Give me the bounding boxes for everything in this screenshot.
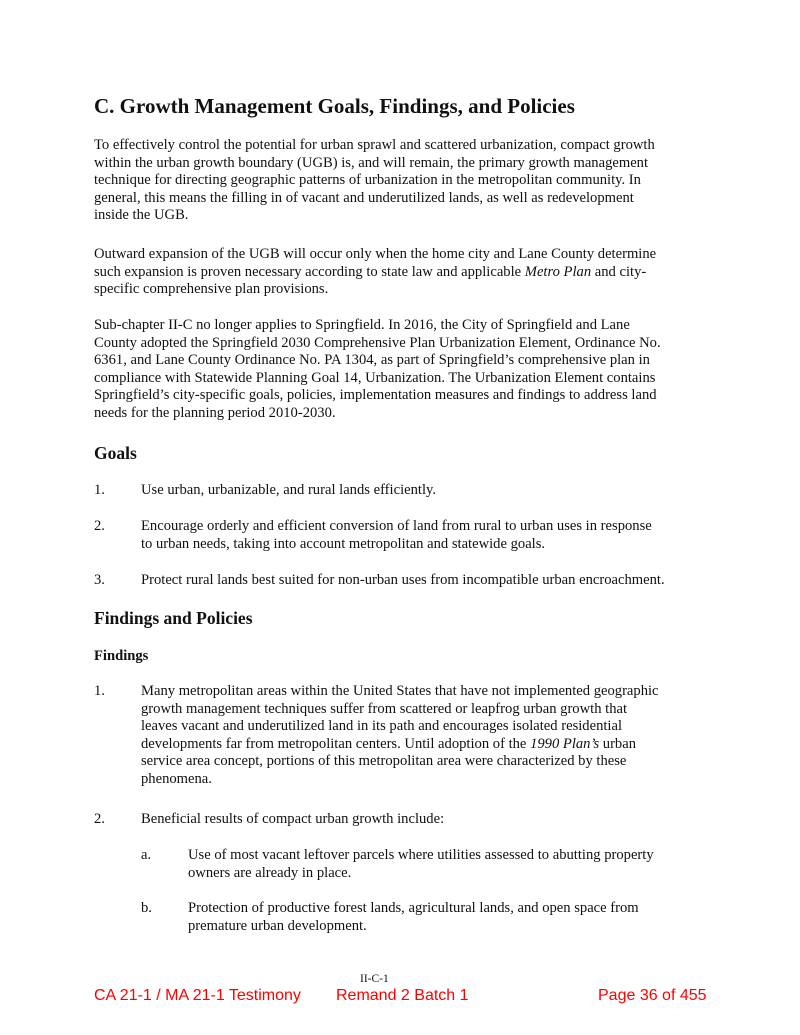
text-line: Outward expansion of the UGB will occur only when the home city and Lane County determine xyxy=(94,246,657,262)
footer-right: Page 36 of 455 xyxy=(598,987,707,1004)
text-line: Protection of productive forest lands, agricultural lands, and open space from xyxy=(188,900,639,916)
goals-heading: Goals xyxy=(94,443,137,463)
goal-item xyxy=(141,518,652,553)
list-number: 2. xyxy=(94,518,105,534)
text-line: County adopted the Springfield 2030 Comprehensive Plan Urbanization Element, Ordinance No. xyxy=(94,334,661,351)
list-number: 1. xyxy=(94,683,105,699)
text-line: Use of most vacant leftover parcels where utilities assessed to abutting property xyxy=(188,847,654,863)
text-line: growth management techniques suffer from scattered or leapfrog urban growth that xyxy=(141,700,628,717)
footer-left: CA 21-1 / MA 21-1 Testimony xyxy=(94,987,301,1004)
sub-item xyxy=(188,900,639,935)
paragraph xyxy=(94,137,714,225)
text-line: technique for directing geographic patterns of urbanization in the metropolitan community. In xyxy=(94,172,641,188)
findings-heading: Findings xyxy=(94,648,149,664)
text-line: to urban needs, taking into account metropolitan and statewide goals. xyxy=(141,535,546,552)
footer-center: Remand 2 Batch 1 xyxy=(336,987,469,1004)
paragraph xyxy=(94,246,714,299)
text-line: Use urban, urbanizable, and rural lands efficiently. xyxy=(141,482,437,498)
sub-item xyxy=(188,847,654,882)
text-line: needs for the planning period 2010-2030. xyxy=(94,404,336,421)
findings-policies-heading: Findings and Policies xyxy=(94,608,253,628)
text-line: owners are already in place. xyxy=(188,864,352,881)
text-line: service area concept, portions of this metropolitan area were characterized by these xyxy=(141,753,627,769)
finding-item xyxy=(141,683,659,788)
text-line: developments far from metropolitan centers. Until adoption of the 1990 Plan’s urban xyxy=(141,735,637,752)
text-line: Protect rural lands best suited for non-urban uses from incompatible urban encroachment. xyxy=(141,572,665,588)
text-line: To effectively control the potential for urban sprawl and scattered urbanization, compact growth xyxy=(94,137,655,153)
text-line: 6361, and Lane County Ordinance No. PA 1304, as part of Springfield’s comprehensive plan in xyxy=(94,352,650,368)
text-line: premature urban development. xyxy=(188,917,367,934)
text-line: inside the UGB. xyxy=(94,207,189,223)
text-line: Sub-chapter II-C no longer applies to Springfield. In 2016, the City of Springfield and Lane xyxy=(94,317,630,333)
text-line: specific comprehensive plan provisions. xyxy=(94,281,329,297)
text-line: within the urban growth boundary (UGB) is, and will remain, the primary growth management xyxy=(94,154,649,171)
goal-item xyxy=(141,572,665,590)
text-line: Beneficial results of compact urban growth include: xyxy=(141,811,445,827)
text-line: such expansion is proven necessary according to state law and applicable Metro Plan and city- xyxy=(94,263,647,280)
goal-item xyxy=(141,482,436,500)
text-line: Encourage orderly and efficient conversion of land from rural to urban uses in response xyxy=(141,518,652,534)
sub-letter: a. xyxy=(141,847,152,863)
list-number: 1. xyxy=(94,482,105,498)
sub-letter: b. xyxy=(141,900,152,916)
text-line: Many metropolitan areas within the United States that have not implemented geographic xyxy=(141,683,659,699)
paragraph xyxy=(94,317,714,422)
text-line: Springfield’s city-specific goals, policies, implementation measures and findings to address land xyxy=(94,387,657,403)
text-line: compliance with Statewide Planning Goal 14, Urbanization. The Urbanization Element contains xyxy=(94,369,656,386)
text-line: general, this means the filling in of vacant and underutilized lands, as well as redevelopment xyxy=(94,189,634,206)
section-title: C. Growth Management Goals, Findings, and Policies xyxy=(94,94,575,118)
list-number: 2. xyxy=(94,811,105,827)
text-line: leaves vacant and underutilized land in its path and encourages isolated residential xyxy=(141,718,623,734)
finding-item xyxy=(141,811,444,829)
text-line: phenomena. xyxy=(141,770,212,787)
page-number: II-C-1 xyxy=(360,973,389,985)
list-number: 3. xyxy=(94,572,105,588)
